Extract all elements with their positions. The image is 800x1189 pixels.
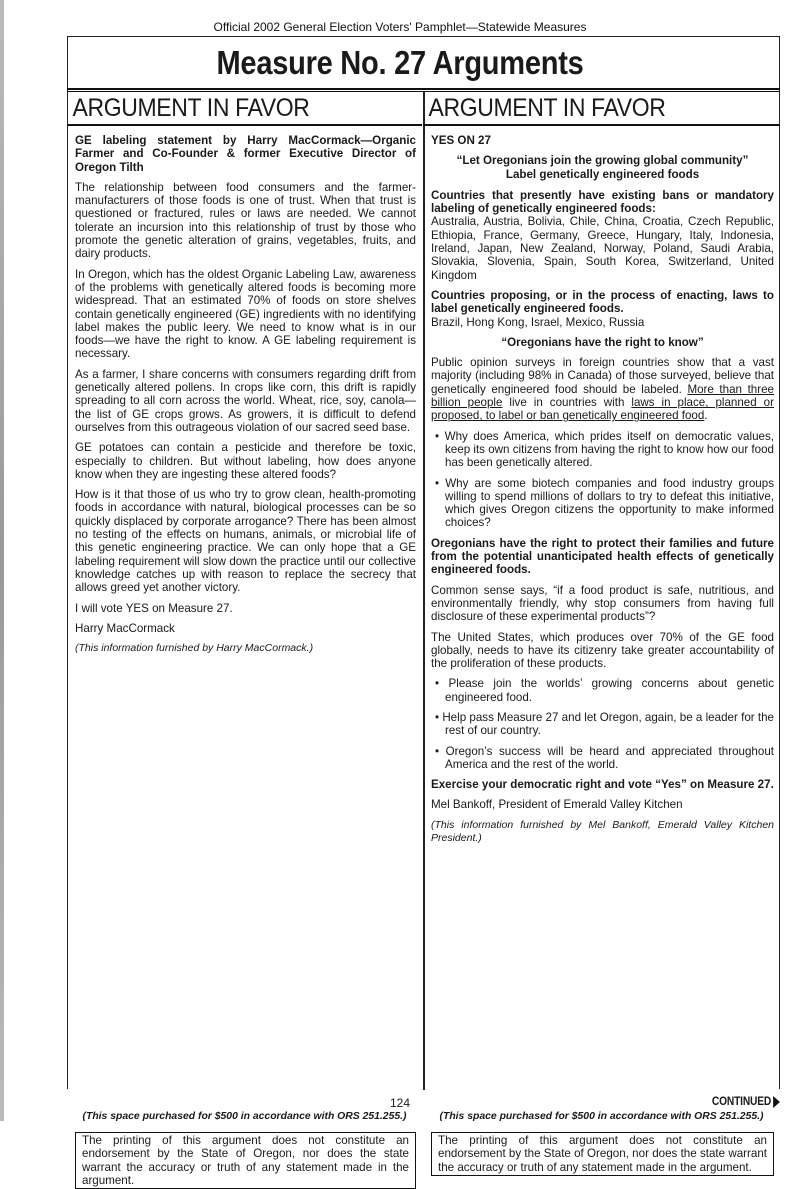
bans-heading: Countries that presently have existing bans or mandatory labeling of genetically engineered foods: bbox=[431, 188, 774, 216]
opinion-paragraph bbox=[431, 356, 774, 422]
left-heading-rule bbox=[67, 124, 422, 126]
slogan-line-2: Label genetically engineered foods bbox=[505, 167, 700, 181]
protect-heading: Oregonians have the right to protect their families and future from the potential unanticipated health effects of genetically engineered foods. bbox=[431, 536, 774, 577]
measure-title: Measure No. 27 Arguments bbox=[216, 44, 584, 81]
opinion-underline-2: laws in place, planned or proposed, to label or ban genetically engineered food bbox=[431, 396, 774, 423]
running-header: Official 2002 General Election Voters' Pamphlet—Statewide Measures bbox=[213, 20, 587, 34]
slogan-line-1: “Let Oregonians join the growing global community” bbox=[456, 154, 749, 168]
right-disclaimer-box: The printing of this argument does not constitute an endorsement by the State of Oregon, nor does the state warrant the accuracy or truth of any statement made in the argument. bbox=[431, 1132, 774, 1176]
right-argument-body bbox=[423, 134, 780, 845]
left-paragraph: The relationship between food consumers and the farmer-manufacturers of those foods is one of trust. When that trust is questioned or fractured, rules or laws are needed. We cannot tolerate an incursion into this relationship of trust by those who promote the genetic alteration of grains, vegetables, fruits, and dairy products. bbox=[75, 180, 416, 261]
left-argument-body bbox=[67, 134, 422, 655]
title-rule-top bbox=[67, 88, 780, 90]
left-signature: Harry MacCormack bbox=[75, 621, 175, 635]
opinion-underline-1: More than three billion people bbox=[431, 382, 774, 410]
left-paragraph: How is it that those of us who try to grow clean, health-promoting foods in accordance with natural, biological processes can be so quickly displaced by corporate arrogance? There has been almost no testing of the effects on humans, animals, or microbial life of this genetic engineering practice. We can only hope that a GE labeling requirement will slow down the practice until our collective knowledge catches up with reason to replace the secrecy that allows greed yet another victory. bbox=[75, 488, 416, 595]
bans-block bbox=[431, 189, 774, 282]
right-to-know-heading: “Oregonians have the right to know” bbox=[501, 335, 704, 349]
left-purchased-note: (This space purchased for $500 in accordance with ORS 251.255.) bbox=[82, 1111, 407, 1122]
continued-arrow-icon bbox=[773, 1096, 780, 1108]
continued-label: CONTINUED bbox=[712, 1094, 772, 1108]
action-bullet: • Please join the worlds’ growing concerns about genetic engineered food. bbox=[435, 677, 774, 704]
continued-marker bbox=[712, 1094, 780, 1108]
left-disclaimer-box: The printing of this argument does not constitute an endorsement by the State of Oregon, nor does the state warrant the accuracy or truth of any statement made in the argument. bbox=[75, 1132, 416, 1189]
left-furnished-by: (This information furnished by Harry MacCormack.) bbox=[75, 642, 314, 655]
left-vote-statement: I will vote YES on Measure 27. bbox=[75, 601, 233, 615]
left-paragraph: In Oregon, which has the oldest Organic Labeling Law, awareness of the problems with genetically altered foods is becoming more widespread. That an estimated 70% of foods on store shelves contain genetically engineered (GE) ingredients with no identifying label makes the public leery. We need to know what is in our foods—we have the right to know. A GE labeling requirement is necessary. bbox=[75, 267, 416, 361]
opinion-text-a: Public opinion surveys in foreign countries show that a vast majority (including 98% in Canada) of those surveyed, believe that genetically engineered food should be labeled. bbox=[431, 356, 774, 396]
right-heading-rule bbox=[423, 124, 780, 126]
action-bullet: • Help pass Measure 27 and let Oregon, again, be a leader for the rest of our country. bbox=[435, 710, 774, 738]
right-purchased-note: (This space purchased for $500 in accordance with ORS 251.255.) bbox=[439, 1111, 764, 1122]
right-signature: Mel Bankoff, President of Emerald Valley Kitchen bbox=[431, 798, 683, 812]
slogan-block bbox=[431, 154, 774, 181]
question-bullet: • Why does America, which prides itself on democratic values, keep its own citizens from having the right to know how our food has been genetically altered. bbox=[435, 429, 774, 470]
us-produces-paragraph: The United States, which produces over 70% of the GE food globally, needs to have its citizenry take greater accountability of the proliferation of these products. bbox=[431, 630, 774, 671]
opinion-text-b: live in countries with bbox=[502, 396, 632, 410]
proposing-list: Brazil, Hong Kong, Israel, Mexico, Russia bbox=[431, 315, 645, 329]
action-bullet: • Oregon’s success will be heard and appreciated throughout America and the rest of the world. bbox=[435, 744, 774, 771]
proposing-heading: Countries proposing, or in the process of enacting, laws to label genetically engineered foods. bbox=[431, 288, 774, 316]
common-sense-paragraph: Common sense says, “if a food product is safe, nutritious, and environmentally friendly, why stop consumers from having full disclosure of these experimental products”? bbox=[431, 583, 774, 624]
opinion-text-c: . bbox=[704, 409, 708, 423]
yes-on-27: YES ON 27 bbox=[431, 134, 491, 147]
left-intro: GE labeling statement by Harry MacCormack—Organic Farmer and Co-Founder & former Executive Director of Oregon Tilth bbox=[75, 134, 416, 174]
question-bullet: • Why are some biotech companies and food industry groups willing to spend millions of dollars to try to defeat this initiative, which gives Oregon citizens the opportunity to make informed choices? bbox=[435, 476, 774, 530]
exercise-statement: Exercise your democratic right and vote “Yes” on Measure 27. bbox=[431, 778, 774, 792]
right-argument-heading: ARGUMENT IN FAVOR bbox=[428, 94, 666, 122]
proposing-block bbox=[431, 289, 774, 329]
right-furnished-by: (This information furnished by Mel Bankoff, Emerald Valley Kitchen President.) bbox=[431, 818, 774, 845]
left-paragraph: GE potatoes can contain a pesticide and therefore be toxic, especially to children. But without labeling, how does anyone know when they are ingesting these altered foods? bbox=[75, 441, 416, 481]
left-paragraph: As a farmer, I share concerns with consumers regarding drift from genetically altered pollens. In crops like corn, this drift is rapidly spreading to all corn across the world. Wheat, rice, soy, canola—the list of GE crops grows. As growers, it is difficult to defend ourselves from this outrageous violation of our sacred seed base. bbox=[75, 367, 416, 434]
scan-edge bbox=[0, 0, 4, 1121]
page-number: 124 bbox=[389, 1096, 411, 1110]
bans-list: Australia, Austria, Bolivia, Chile, China, Croatia, Czech Republic, Ethiopia, France, Germany, Greece, Hungary, Italy, Indonesia, Ireland, Japan, New Zealand, Norway, Poland, Saudi Arabia, Slovakia, Slovenia, Spain, South Korea, Switzerland, United Kingdom bbox=[431, 215, 774, 282]
left-argument-heading: ARGUMENT IN FAVOR bbox=[72, 94, 310, 122]
